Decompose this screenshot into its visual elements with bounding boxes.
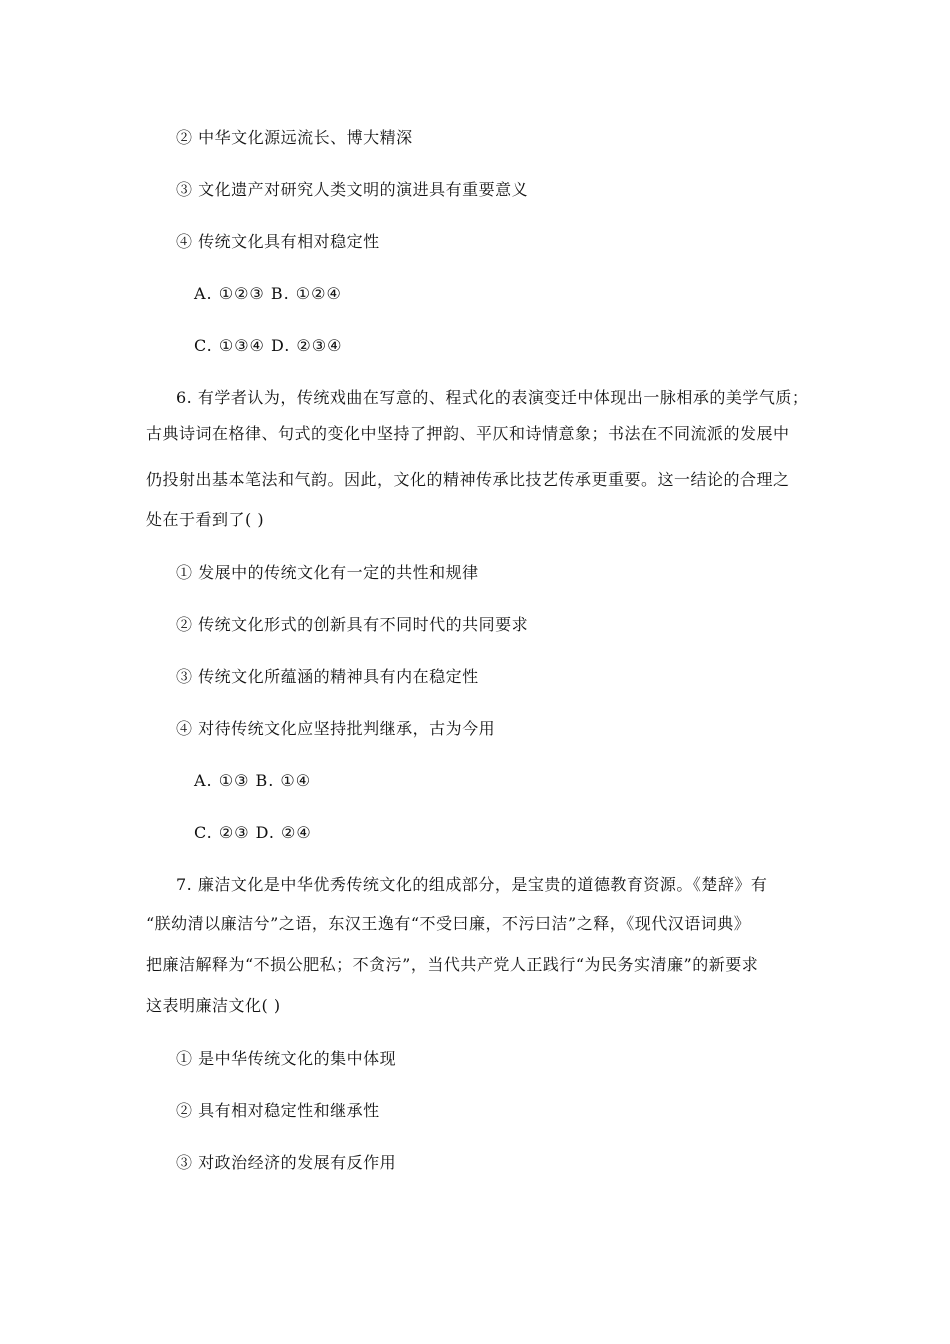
q5-answer-choices-cd: C. ①③④ D. ②③④: [194, 336, 343, 355]
q6-option-1: ① 发展中的传统文化有一定的共性和规律: [176, 563, 479, 582]
q5-answer-choices-ab: A. ①②③ B. ①②④: [194, 284, 342, 303]
q6-stem-line-3: 仍投射出基本笔法和气韵。因此，文化的精神传承比技艺传承更重要。这一结论的合理之: [146, 470, 790, 489]
q7-option-1: ① 是中华传统文化的集中体现: [176, 1049, 397, 1068]
q6-stem-line-4: 处在于看到了( ): [146, 510, 265, 529]
q7-stem-line-2: “朕幼清以廉洁兮”之语，东汉王逸有“不受曰廉，不污曰洁”之释，《现代汉语词典》: [146, 914, 751, 933]
q6-answer-choices-ab: A. ①③ B. ①④: [194, 771, 312, 790]
q6-stem-line-2: 古典诗词在格律、句式的变化中坚持了押韵、平仄和诗情意象；书法在不同流派的发展中: [146, 424, 790, 443]
q6-option-2: ② 传统文化形式的创新具有不同时代的共同要求: [176, 615, 529, 634]
q7-stem-line-1: 7. 廉洁文化是中华优秀传统文化的组成部分，是宝贵的道德教育资源。《楚辞》有: [176, 875, 768, 894]
q6-stem-line-1: 6. 有学者认为，传统戏曲在写意的、程式化的表演变迁中体现出一脉相承的美学气质；: [176, 388, 809, 407]
q5-option-4: ④ 传统文化具有相对稳定性: [176, 232, 380, 251]
q7-stem-line-3: 把廉洁解释为“不损公肥私；不贪污”，当代共产党人正践行“为民务实清廉”的新要求: [146, 955, 759, 974]
q5-option-3: ③ 文化遗产对研究人类文明的演进具有重要意义: [176, 180, 529, 199]
q7-option-2: ② 具有相对稳定性和继承性: [176, 1101, 380, 1120]
q6-option-3: ③ 传统文化所蕴涵的精神具有内在稳定性: [176, 667, 479, 686]
q5-option-2: ② 中华文化源远流长、博大精深: [176, 128, 413, 147]
q7-stem-line-4: 这表明廉洁文化( ): [146, 996, 281, 1015]
q6-option-4: ④ 对待传统文化应坚持批判继承，古为今用: [176, 719, 496, 738]
q7-option-3: ③ 对政治经济的发展有反作用: [176, 1153, 397, 1172]
q6-answer-choices-cd: C. ②③ D. ②④: [194, 823, 312, 842]
